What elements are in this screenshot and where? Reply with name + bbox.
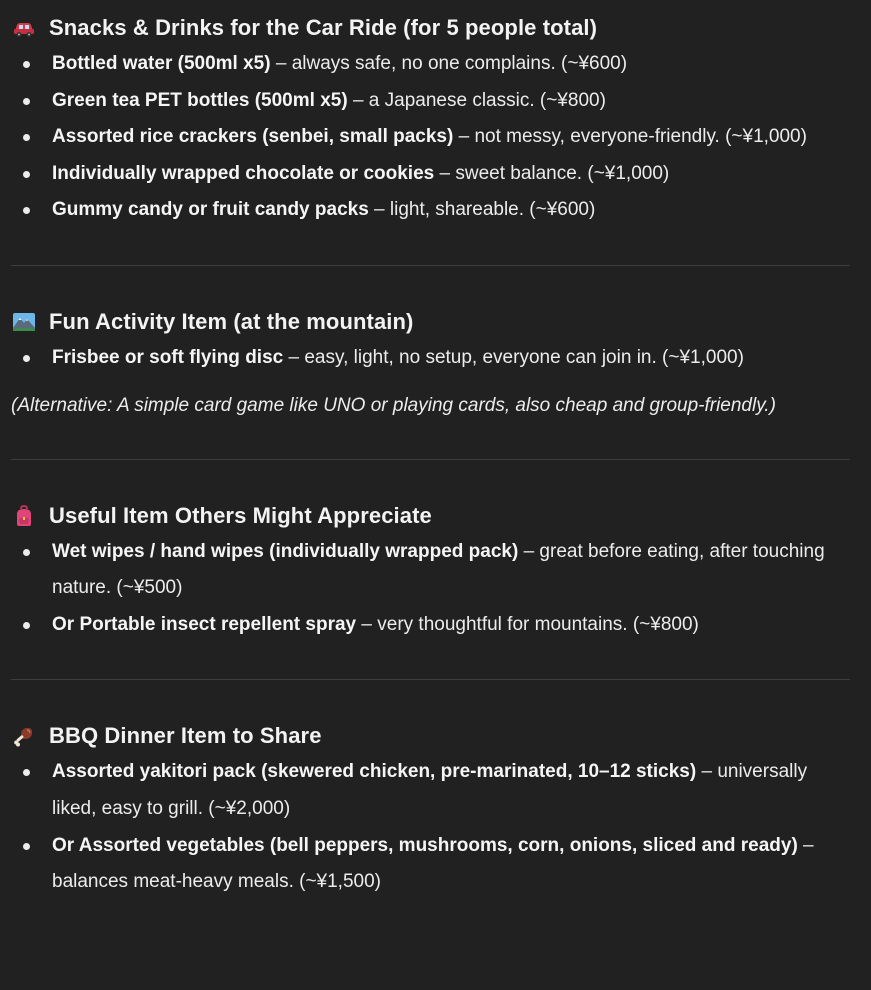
list-item	[11, 192, 852, 229]
bullet	[23, 134, 30, 141]
item-description: – not messy, everyone-friendly. (~¥1,000)	[453, 126, 807, 148]
item-list	[11, 754, 871, 900]
item-list	[11, 46, 871, 229]
item-description: – easy, light, no setup, everyone can join in. (~¥1,000)	[283, 346, 744, 368]
list-item	[11, 83, 852, 120]
section-title: Fun Activity Item (at the mountain)	[49, 308, 414, 334]
section-fun-activity	[11, 266, 871, 424]
list-item	[11, 119, 852, 156]
list-item	[11, 607, 852, 644]
list-item	[11, 534, 852, 607]
car-icon	[11, 15, 37, 41]
item-name: Green tea PET bottles (500ml x5)	[52, 89, 348, 111]
bullet	[23, 769, 30, 776]
item-description: – universally liked, easy to grill. (~¥2,000)	[52, 761, 808, 819]
section-title: Useful Item Others Might Appreciate	[49, 502, 432, 528]
section-title: Snacks & Drinks for the Car Ride (for 5 people total)	[49, 15, 598, 40]
item-description: – sweet balance. (~¥1,000)	[434, 162, 670, 184]
meat-on-bone-icon	[11, 723, 37, 749]
item-name: Assorted yakitori pack (skewered chicken, pre-marinated, 10–12 sticks)	[52, 761, 697, 783]
bullet	[23, 207, 30, 214]
item-name: Or Assorted vegetables (bell peppers, mushrooms, corn, onions, sliced and ready)	[52, 834, 798, 856]
item-name: Assorted rice crackers (senbei, small packs)	[52, 126, 454, 148]
section-title: BBQ Dinner Item to Share	[49, 723, 322, 749]
bullet	[23, 549, 30, 556]
item-list	[11, 340, 871, 377]
bullet	[23, 355, 30, 362]
section-heading	[11, 9, 871, 47]
bullet	[23, 171, 30, 178]
bullet	[23, 843, 30, 850]
item-description: – light, shareable. (~¥600)	[368, 199, 596, 221]
item-name: Gummy candy or fruit candy packs	[52, 199, 369, 221]
item-description: – balances meat-heavy meals. (~¥1,500)	[52, 834, 814, 893]
item-description: – very thoughtful for mountains. (~¥800)	[356, 613, 699, 635]
section-heading	[11, 303, 871, 341]
bullet	[23, 61, 30, 68]
item-name: Individually wrapped chocolate or cookies	[52, 162, 435, 184]
list-item	[11, 754, 852, 827]
bullet	[23, 622, 30, 629]
item-list	[11, 534, 871, 644]
section-bbq-dinner	[11, 680, 871, 900]
list-item	[11, 156, 852, 193]
list-item	[11, 828, 852, 901]
section-heading	[11, 717, 871, 755]
item-name: Or Portable insect repellent spray	[52, 613, 357, 635]
bullet	[23, 98, 30, 105]
section-useful-item	[11, 460, 871, 644]
item-description: – always safe, no one complains. (~¥600)	[270, 53, 628, 74]
list-item	[11, 46, 852, 83]
item-description: – great before eating, after touching nature. (~¥500)	[52, 540, 825, 599]
item-name: Wet wipes / hand wipes (individually wrapped pack)	[52, 540, 519, 562]
item-name: Bottled water (500ml x5)	[52, 53, 271, 74]
mountain-icon	[11, 309, 37, 335]
alternative-note: (Alternative: A simple card game like UNO or playing cards, also cheap and group-friendly.)	[11, 394, 776, 416]
section-car-snacks	[11, 0, 871, 229]
list-item	[11, 340, 852, 377]
item-description: – a Japanese classic. (~¥800)	[347, 89, 606, 111]
backpack-icon	[11, 503, 37, 529]
item-name: Frisbee or soft flying disc	[52, 346, 284, 368]
section-heading	[11, 497, 871, 535]
